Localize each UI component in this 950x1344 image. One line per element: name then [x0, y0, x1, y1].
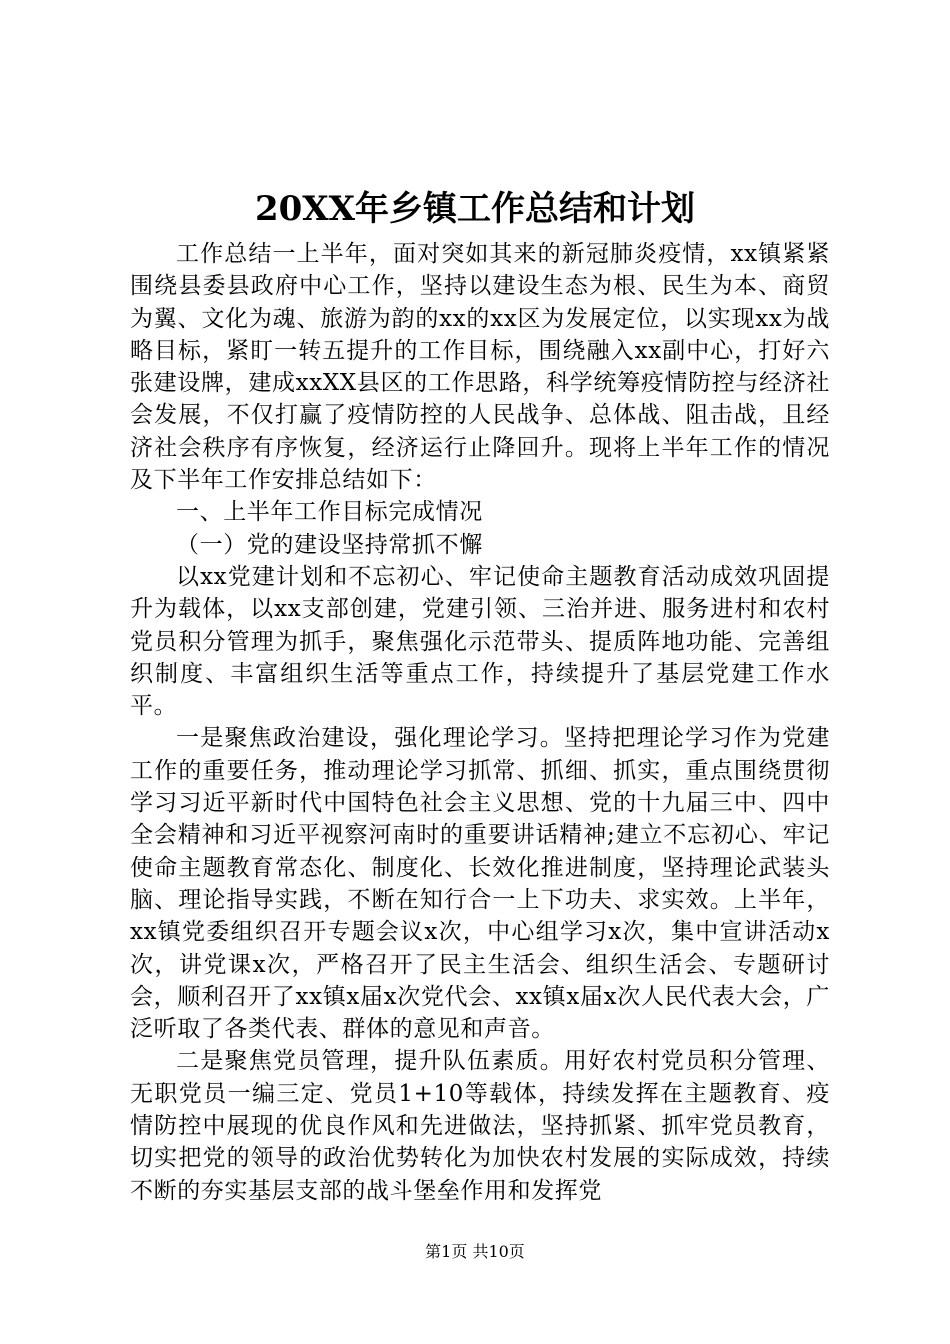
- paragraph-political-construction: 一是聚焦政治建设，强化理论学习。坚持把理论学习作为党建工作的重要任务，推动理论学习抓常、抓细、抓实，重点围绕贯彻学习习近平新时代中国特色社会主义思想、党的十九届三中、四中全会精神和习近平视察河南时的重要讲话精神;建立不忘初心、牢记使命主题教育常态化、制度化、长效化推进制度，坚持理论武装头脑、理论指导实践，不断在知行合一上下功夫、求实效。上半年，xx镇党委组织召开专题会议x次，中心组学习x次，集中宣讲活动x次，讲党课x次，严格召开了民主生活会、组织生活会、专题研讨会，顺利召开了xx镇x届x次党代会、xx镇x届x次人民代表大会，广泛听取了各类代表、群体的意见和声音。: [130, 725, 830, 1043]
- page-footer: 第1页 共10页: [425, 1242, 525, 1261]
- document-title: 20XX年乡镇工作总结和计划: [254, 189, 696, 229]
- paragraph-party-building: 以xx党建计划和不忘初心、牢记使命主题教育活动成效巩固提升为载体，以xx支部创建，党建引领、三治并进、服务进村和农村党员积分管理为抓手，聚焦强化示范带头、提质阵地功能、完善组织制度、丰富组织生活等重点工作，持续提升了基层党建工作水平。: [130, 563, 830, 720]
- paragraph-member-management: 二是聚焦党员管理，提升队伍素质。用好农村党员积分管理、无职党员一编三定、党员1+10等载体，持续发挥在主题教育、疫情防控中展现的优良作风和先进做法，坚持抓紧、抓牢党员教育，切实把党的领导的政治优势转化为加快农村发展的实际成效，持续不断的夯实基层支部的战斗堡垒作用和发挥党: [130, 1048, 830, 1204]
- subsection-heading: （一）党的建设坚持常抓不懈: [176, 531, 483, 558]
- section-heading: 一、上半年工作目标完成情况: [176, 499, 483, 526]
- paragraph-intro: 工作总结一上半年，面对突如其来的新冠肺炎疫情，xx镇紧紧围绕县委县政府中心工作，坚持以建设生态为根、民生为本、商贸为翼、文化为魂、旅游为韵的xx的xx区为发展定位，以实现xx为战略目标，紧盯一转五提升的工作目标，围绕融入xx副中心，打好六张建设牌，建成xxXX县区的工作思路，科学统筹疫情防控与经济社会发展，不仅打赢了疫情防控的人民战争、总体战、阻击战，且经济社会秩序有序恢复，经济运行止降回升。现将上半年工作的情况及下半年工作安排总结如下：: [130, 241, 830, 494]
- document-body: [130, 238, 830, 1207]
